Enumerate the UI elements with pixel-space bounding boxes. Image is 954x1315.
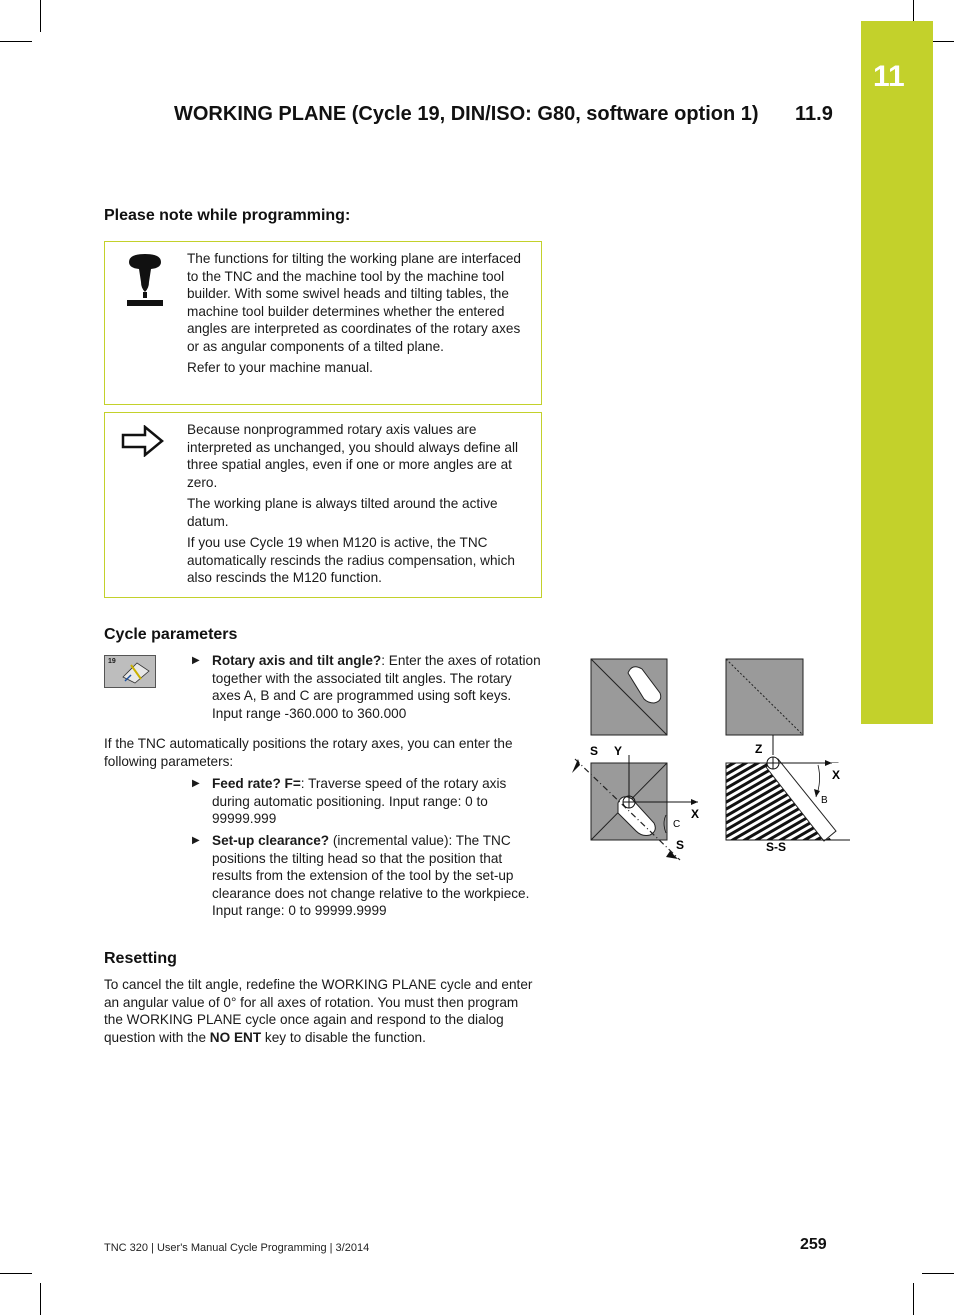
page-header-title: WORKING PLANE (Cycle 19, DIN/ISO: G80, software option 1) — [174, 103, 759, 125]
chapter-number: 11 — [873, 60, 905, 93]
bullet-triangle-icon: ▶ — [192, 778, 200, 789]
crop-mark — [40, 1283, 41, 1315]
note1-paragraph-2: Refer to your machine manual. — [187, 360, 373, 375]
param1-desc: : Enter the axes of rotation together with the associated tilt angles. The rotary axes A, B and C are programmed using soft keys. Input range -360.000 to 360.000 — [212, 653, 541, 721]
label-z: Z — [755, 742, 763, 756]
resetting-heading: Resetting — [104, 950, 177, 967]
no-ent-key: NO ENT — [209, 1029, 262, 1045]
crop-mark — [0, 1273, 32, 1274]
note-box-arrow — [104, 412, 542, 598]
resetting-paragraph — [104, 976, 536, 1046]
param2-desc: : Traverse speed of the rotary axis during automatic positioning. Input range: 0 to 99999.999 — [212, 776, 507, 826]
chapter-tab — [861, 21, 933, 724]
crop-mark — [40, 0, 41, 32]
label-x-left: X — [691, 807, 700, 821]
label-section-ss: S-S — [766, 840, 787, 854]
auto-position-intro: If the TNC automatically positions the rotary axes, you can enter the following parameters: — [104, 736, 513, 769]
crop-mark — [0, 41, 32, 42]
cycle-parameters-heading: Cycle parameters — [104, 626, 238, 643]
softkey-label: 19 — [108, 658, 116, 665]
note2-paragraph-1: Because nonprogrammed rotary axis values are interpreted as unchanged, you should always define all three spatial angles, even if one or more angles are at zero. — [187, 422, 519, 490]
note-box-machine — [104, 241, 542, 405]
param-setup-clearance — [192, 832, 542, 922]
arrow-right-icon — [121, 425, 165, 457]
label-s-bottom: S — [676, 838, 685, 852]
tilted-plane-icon — [119, 659, 153, 685]
label-x-right: X — [832, 768, 841, 782]
note2-paragraph-2: The working plane is always tilted around the active datum. — [187, 496, 498, 529]
label-s-top: S — [590, 744, 599, 758]
crop-mark — [922, 1273, 954, 1274]
param3-name: Set-up clearance? — [212, 833, 330, 848]
machine-tool-icon — [123, 252, 167, 308]
param2-name: Feed rate? F= — [212, 776, 301, 791]
bullet-triangle-icon: ▶ — [192, 835, 200, 846]
tilt-diagram — [570, 655, 855, 875]
bullet-triangle-icon: ▶ — [192, 655, 200, 666]
label-c: C — [673, 819, 681, 830]
resetting-text-after: key to disable the function. — [261, 1029, 426, 1045]
note2-paragraph-3: If you use Cycle 19 when M120 is active, the TNC automatically rescinds the radius compensation, which also rescinds the M120 function. — [187, 535, 515, 585]
note1-paragraph-1: The functions for tilting the working plane are interfaced to the TNC and the machine tool by the machine tool builder. With some swivel heads and tilting tables, the machine tool builder determines whether the entered angles are interpreted as coordinates of the rotary axes or as angular components of a tilted plane. — [187, 251, 521, 354]
section-number: 11.9 — [795, 103, 833, 125]
note-heading: Please note while programming: — [104, 207, 351, 224]
footer-text: TNC 320 | User's Manual Cycle Programming | 3/2014 — [104, 1242, 370, 1254]
crop-mark — [913, 1283, 914, 1315]
label-b: B — [821, 795, 828, 806]
page-number: 259 — [800, 1236, 827, 1253]
resetting-text-before: To cancel the tilt angle, redefine the WORKING PLANE cycle and enter an angular value of 0° for all axes of rotation. You must then program the WORKING PLANE cycle once again and respond to the dialog question with the — [104, 977, 533, 1045]
param1-name: Rotary axis and tilt angle? — [212, 653, 382, 668]
param-feed-rate — [192, 775, 542, 829]
param3-desc: (incremental value): The TNC positions the tilting head so that the position that results from the extension of the tool by the set-up clearance does not change relative to the workpiece. Input range: 0 to 99999.9999 — [212, 833, 530, 918]
cycle-19-softkey — [104, 655, 156, 688]
param-rotary-axis — [192, 652, 542, 724]
label-y: Y — [614, 744, 623, 758]
